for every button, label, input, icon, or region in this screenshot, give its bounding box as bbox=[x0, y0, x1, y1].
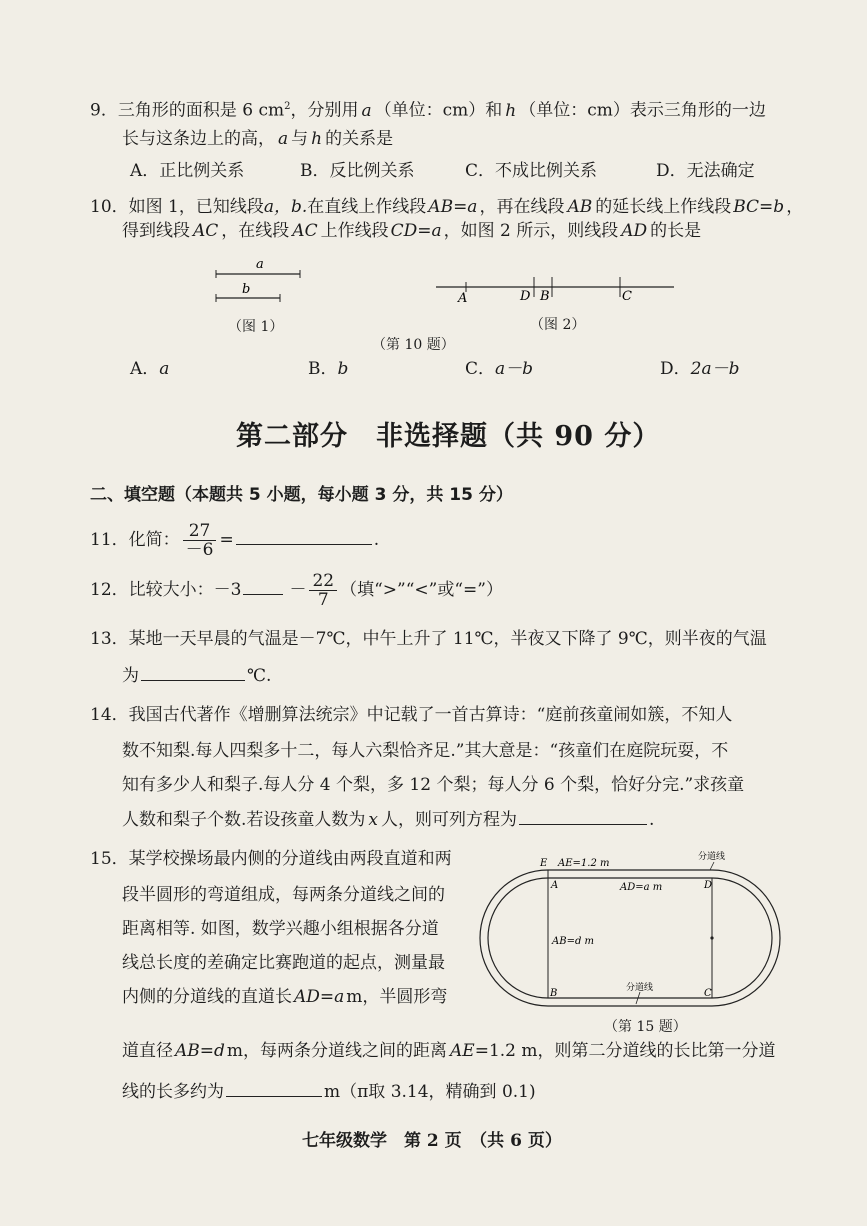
q11-fraction bbox=[183, 522, 217, 559]
q12-text: 比较大小：－3 bbox=[128, 580, 242, 600]
q14-end: . bbox=[649, 810, 655, 830]
q13-text-2a: 为 bbox=[122, 666, 139, 686]
q10-ac: AC bbox=[193, 221, 219, 241]
q15-ae: AE bbox=[450, 1041, 475, 1061]
q15-line4: 线总长度的差确定比赛跑道的起点，测量最 bbox=[122, 953, 445, 973]
q14-line4 bbox=[122, 808, 654, 831]
q15-ad-eq: AD=a bbox=[294, 987, 345, 1007]
q14-var-x: x bbox=[368, 810, 378, 830]
q15-text-6a: 道直径 bbox=[122, 1041, 173, 1061]
label-ab: AB=d m bbox=[552, 936, 595, 947]
lane-top-pointer bbox=[710, 862, 714, 870]
q12 bbox=[90, 570, 503, 610]
q14-number: 14． bbox=[90, 705, 129, 725]
q15-line3: 距离相等. 如图，数学兴趣小组根据各分道 bbox=[122, 919, 439, 939]
q13-answer-blank[interactable] bbox=[141, 664, 245, 681]
q9-var-h: h bbox=[505, 100, 517, 121]
q10-number: 10． bbox=[90, 197, 129, 217]
section-fill-blank-heading: 二、填空题（本题共 5 小题，每小题 3 分，共 15 分） bbox=[90, 485, 513, 505]
q14-text-4a: 人数和梨子个数.若设孩童人数为 bbox=[122, 810, 366, 830]
q12-hint: （填“>”“<”或“=”） bbox=[340, 580, 503, 600]
q15-text-6b: m，每两条分道线之间的距离 bbox=[226, 1041, 448, 1061]
q9-line2 bbox=[122, 128, 393, 150]
dc-midpoint bbox=[710, 936, 713, 939]
q9-option-b: B．反比例关系 bbox=[300, 161, 415, 181]
q9-line2-b: 与 bbox=[291, 129, 309, 149]
q12-denominator: 7 bbox=[317, 590, 329, 610]
q15-line2: 段半圆形的弯道组成，每两条分道线之间的 bbox=[122, 885, 445, 905]
q14-line2: 数不知梨.每人四梨多十二，每人六梨恰齐足.”其大意是：“孩童们在庭院玩耍，不 bbox=[122, 741, 729, 761]
q12-answer-blank[interactable] bbox=[243, 578, 283, 595]
q10-cd-eq: CD=a bbox=[390, 221, 442, 241]
label-a: A bbox=[551, 880, 559, 891]
q15-text-1: 某学校操场最内侧的分道线由两段直道和两 bbox=[128, 849, 452, 869]
label-a: a bbox=[256, 257, 264, 272]
label-lane-top: 分道线 bbox=[698, 852, 726, 862]
q9-line2-a: 长与这条边上的高， bbox=[122, 129, 275, 149]
q15-track-figure bbox=[476, 850, 786, 1015]
inner-lane-line bbox=[488, 878, 772, 998]
q10-line1 bbox=[90, 196, 803, 218]
q10-line2-a: 得到线段 bbox=[122, 221, 190, 241]
q9-text-a: 三角形的面积是 6 cm bbox=[117, 100, 285, 121]
q11-end: . bbox=[373, 530, 380, 550]
q10-text-c: ，再在线段 bbox=[479, 197, 565, 217]
q9-line2-var-a: a bbox=[278, 129, 289, 149]
q10-option-c bbox=[465, 358, 533, 380]
q10-text-a: 如图 1，已知线段 bbox=[128, 197, 264, 217]
label-b: b bbox=[242, 282, 251, 297]
q14-text-4b: 人，则可列方程为 bbox=[381, 810, 517, 830]
q11 bbox=[90, 520, 379, 560]
q11-answer-blank[interactable] bbox=[236, 528, 372, 545]
q9-sup: 2 bbox=[284, 101, 291, 112]
q10-option-c-value: a－b bbox=[495, 359, 534, 379]
label-lane-bottom: 分道线 bbox=[626, 983, 654, 993]
q10-text-d: 的延长线上作线段 bbox=[595, 197, 732, 217]
q10-line2-c: 上作线段 bbox=[320, 221, 389, 241]
q10-option-d bbox=[660, 358, 739, 380]
label-ae: AE=1.2 m bbox=[558, 858, 610, 869]
q13-line1 bbox=[90, 628, 767, 650]
q15-line7 bbox=[122, 1080, 536, 1103]
q13-text-1: 某地一天早晨的气温是－7℃，中午上升了 11℃，半夜又下降了 9℃，则半夜的气温 bbox=[128, 629, 767, 649]
label-b: B bbox=[550, 988, 558, 999]
q13-line2 bbox=[122, 664, 271, 687]
q15-text-6c: =1.2 m，则第二分道线的长比第一分道 bbox=[474, 1041, 776, 1061]
q12-fraction bbox=[309, 572, 337, 609]
q15-text-5b: m，半圆形弯 bbox=[346, 987, 448, 1007]
q10-var-ab: a，b. bbox=[263, 197, 308, 217]
q9-line2-var-h: h bbox=[311, 129, 323, 149]
q10-ab: AB bbox=[567, 197, 593, 217]
q9-option-c: C．不成比例关系 bbox=[465, 161, 598, 181]
q15-ab-eq: AB=d bbox=[175, 1041, 225, 1061]
q11-numerator: 27 bbox=[183, 522, 217, 541]
q10-option-b-value: b bbox=[337, 359, 349, 379]
fig2-label-c: C bbox=[622, 289, 632, 304]
q10-option-a bbox=[130, 358, 169, 380]
q10-fig1-caption: （图 1） bbox=[228, 319, 284, 335]
q10-line2 bbox=[122, 220, 701, 242]
q10-line2-d: ，如图 2 所示，则线段 bbox=[443, 221, 619, 241]
q9-option-d: D．无法确定 bbox=[656, 161, 755, 181]
q10-ad: AD bbox=[621, 221, 648, 241]
fig2-label-b: B bbox=[540, 289, 550, 304]
q13-number: 13． bbox=[90, 629, 129, 649]
q11-denominator: －6 bbox=[185, 540, 214, 560]
q10-line2-b: ，在线段 bbox=[221, 221, 290, 241]
q9-text-c: （单位：cm）和 bbox=[374, 100, 503, 121]
label-c: C bbox=[704, 988, 712, 999]
q11-text: 化简： bbox=[128, 530, 180, 550]
q10-option-d-value: 2a－b bbox=[690, 359, 740, 379]
q10-ab-eq: AB=a bbox=[428, 197, 478, 217]
q14-text-1: 我国古代著作《增删算法统宗》中记载了一首古算诗：“庭前孩童闹如簇，不知人 bbox=[128, 705, 733, 725]
page-footer: 七年级数学 第 2 页 （共 6 页） bbox=[302, 1131, 562, 1151]
q9-text-d: （单位：cm）表示三角形的一边 bbox=[519, 100, 766, 121]
q15-line6 bbox=[122, 1040, 776, 1062]
q15-text-5a: 内侧的分道线的直道长 bbox=[122, 987, 292, 1007]
q15-answer-blank[interactable] bbox=[226, 1080, 322, 1097]
q14-line1 bbox=[90, 704, 732, 726]
fig2-label-d: D bbox=[520, 289, 531, 304]
q10-option-b bbox=[308, 358, 348, 380]
q9-option-a: A．正比例关系 bbox=[130, 161, 245, 181]
q15-text-7a: 线的长多约为 bbox=[122, 1082, 224, 1102]
q13-text-2b: ℃. bbox=[247, 666, 272, 686]
q15-text-7b: m（π取 3.14，精确到 0.1) bbox=[324, 1082, 536, 1102]
q10-line2-e: 的长是 bbox=[650, 221, 702, 241]
q9-line2-c: 的关系是 bbox=[325, 129, 394, 149]
q15-line5 bbox=[122, 986, 447, 1008]
q12-minus: － bbox=[289, 580, 307, 600]
q10-option-c-letter: C． bbox=[465, 359, 496, 379]
q10-figure-caption: （第 10 题） bbox=[372, 337, 455, 353]
q10-text-e: ， bbox=[786, 197, 804, 217]
q12-number: 12． bbox=[90, 580, 129, 600]
q11-equals: = bbox=[219, 530, 234, 550]
q15-line1 bbox=[90, 848, 452, 870]
part2-heading: 第二部分 非选择题（共 90 分） bbox=[236, 421, 661, 452]
label-ad: AD=a m bbox=[620, 882, 663, 893]
q10-text-b: 在直线上作线段 bbox=[307, 197, 427, 217]
q11-number: 11． bbox=[90, 530, 129, 550]
q9-line1 bbox=[90, 96, 766, 122]
q15-figure-caption: （第 15 题） bbox=[604, 1019, 687, 1035]
q9-text-b: ，分别用 bbox=[290, 100, 359, 121]
q10-option-b-letter: B． bbox=[308, 359, 338, 379]
fig2-label-a: A bbox=[458, 291, 468, 306]
q9-var-a: a bbox=[361, 100, 372, 121]
label-e: E bbox=[540, 858, 548, 869]
q15-number: 15． bbox=[90, 849, 129, 869]
q9-number: 9． bbox=[90, 100, 118, 121]
q10-bc-eq: BC=b bbox=[733, 197, 785, 217]
q10-option-a-letter: A． bbox=[130, 359, 160, 379]
label-d: D bbox=[704, 880, 713, 891]
q10-ac2: AC bbox=[292, 221, 318, 241]
q10-fig2-caption: （图 2） bbox=[530, 317, 586, 333]
q10-option-a-value: a bbox=[159, 359, 170, 379]
q14-line3: 知有多少人和梨子.每人分 4 个梨，多 12 个梨；每人分 6 个梨，恰好分完.”求孩童 bbox=[122, 775, 745, 795]
q14-answer-blank[interactable] bbox=[519, 808, 647, 825]
q10-option-d-letter: D． bbox=[660, 359, 691, 379]
q12-numerator: 22 bbox=[309, 572, 337, 591]
